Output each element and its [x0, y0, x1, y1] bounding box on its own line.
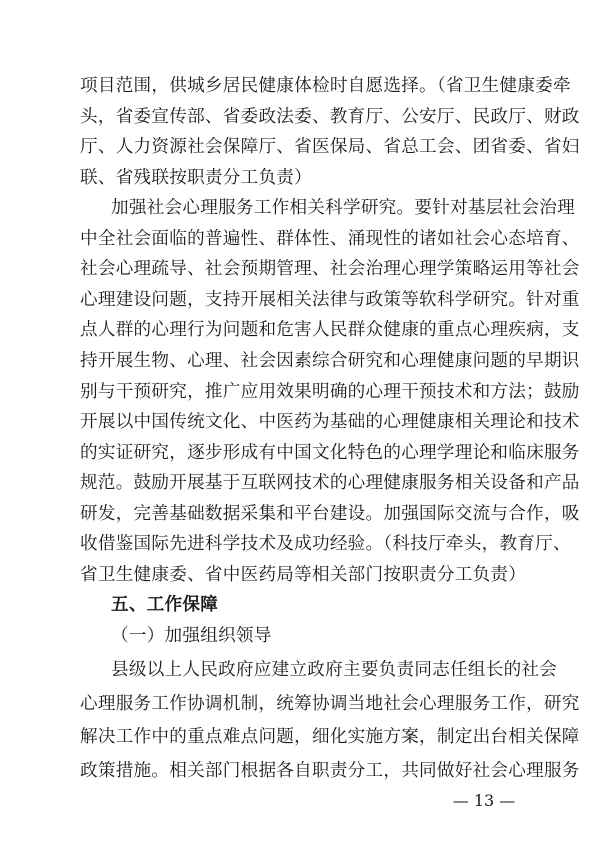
paragraph-first-line: 加强社会心理服务工作相关科学研究。要针对基层社会治理: [111, 198, 575, 219]
body-text-line: 别与干预研究，推广应用效果明确的心理干预技术和方法；鼓励: [80, 381, 580, 402]
body-text-line: 中全社会面临的普遍性、群体性、涌现性的诸如社会心态培育、: [80, 228, 580, 249]
body-text-line: 心理服务工作协调机制，统筹协调当地社会心理服务工作，研究: [80, 694, 580, 714]
body-text-line: 规范。鼓励开展基于互联网技术的心理健康服务相关设备和产品: [80, 473, 580, 494]
body-text-line: 研发，完善基础数据采集和平台建设。加强国际交流与合作，吸: [80, 503, 580, 524]
page-number: — 13 —: [452, 791, 516, 810]
body-text-line: 厅、人力资源社会保障厅、省医保局、省总工会、团省委、省妇: [80, 137, 580, 158]
body-text-line: 省卫生健康委、省中医药局等相关部门按职责分工负责）: [80, 564, 527, 585]
body-text-line: 点人群的心理行为问题和危害人民群众健康的重点心理疾病，支: [80, 320, 580, 341]
body-text-line: 头，省委宣传部、省委政法委、教育厅、公安厅、民政厅、财政: [80, 106, 580, 127]
body-text-line: 政策措施。相关部门根据各自职责分工，共同做好社会心理服务: [80, 761, 580, 781]
body-text-line: 收借鉴国际先进科学技术及成功经验。（科技厅牵头，教育厅、: [80, 534, 571, 555]
body-text-line: 解决工作中的重点难点问题，细化实施方案，制定出台相关保障: [80, 727, 580, 747]
body-text-line: 联、省残联按职责分工负责）: [80, 167, 312, 188]
body-text-line: 社会心理疏导、社会预期管理、社会治理心理学策略运用等社会: [80, 259, 580, 280]
subsection-heading: （一）加强组织领导: [111, 626, 272, 646]
section-heading: 五、工作保障: [111, 595, 219, 616]
body-text-line: 项目范围，供城乡居民健康体检时自愿选择。（省卫生健康委牵: [80, 76, 571, 96]
body-text-line: 心理建设问题，支持开展相关法律与政策等软科学研究。针对重: [80, 289, 580, 310]
body-text-line: 的实证研究，逐步形成有中国文化特色的心理学理论和临床服务: [80, 442, 580, 463]
paragraph-first-line: 县级以上人民政府应建立政府主要负责同志任组长的社会: [111, 660, 558, 680]
body-text-line: 开展以中国传统文化、中医药为基础的心理健康相关理论和技术: [80, 412, 580, 433]
body-text-line: 持开展生物、心理、社会因素综合研究和心理健康问题的早期识: [80, 351, 580, 371]
